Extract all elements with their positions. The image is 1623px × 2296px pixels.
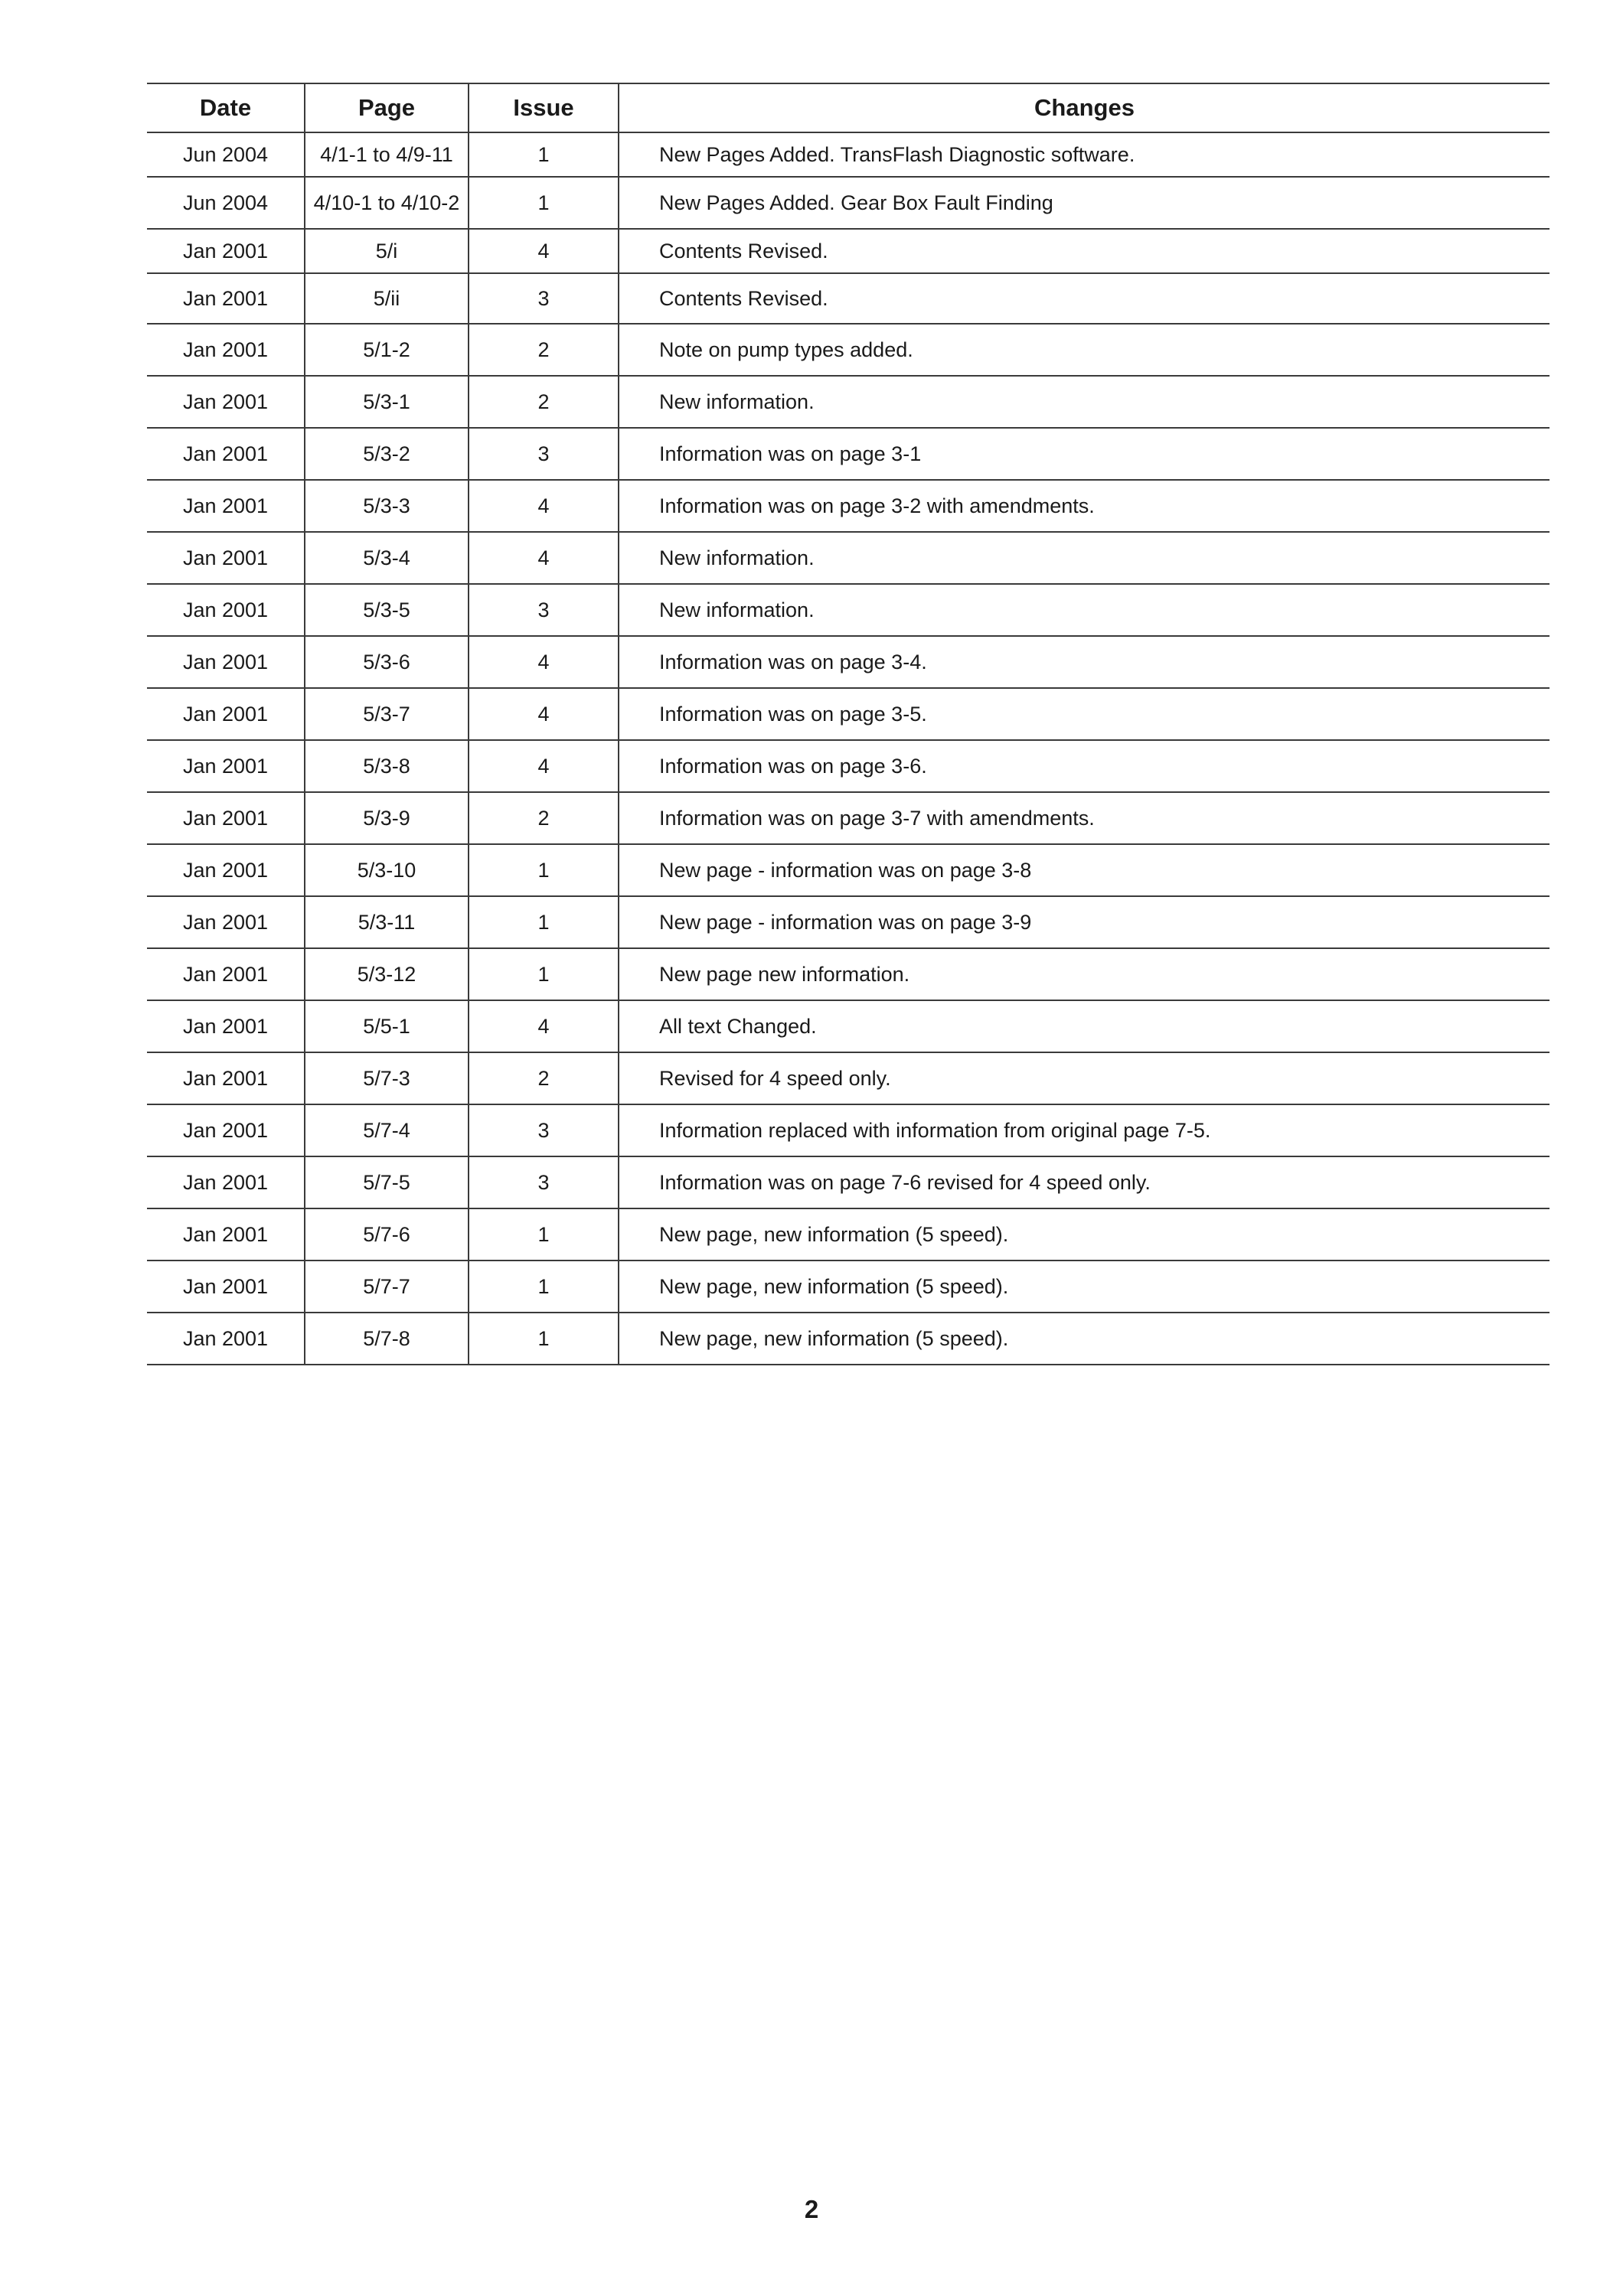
cell-changes: Information replaced with information from original page 7-5. (619, 1104, 1550, 1156)
cell-changes: Note on pump types added. (619, 324, 1550, 376)
cell-page: 5/ii (305, 273, 469, 324)
table-row (147, 1261, 1550, 1313)
cell-date: Jan 2001 (147, 740, 305, 792)
cell-page: 5/7-8 (305, 1313, 469, 1365)
table-row (147, 428, 1550, 480)
header-changes: Changes (619, 83, 1550, 132)
cell-issue: 2 (469, 376, 619, 428)
cell-date: Jan 2001 (147, 584, 305, 636)
cell-issue: 3 (469, 428, 619, 480)
cell-page: 5/7-3 (305, 1052, 469, 1104)
cell-page: 5/i (305, 229, 469, 273)
cell-page: 5/7-4 (305, 1104, 469, 1156)
cell-issue: 4 (469, 532, 619, 584)
table-row (147, 636, 1550, 688)
cell-page: 5/3-9 (305, 792, 469, 844)
header-issue: Issue (469, 83, 619, 132)
revision-table (147, 83, 1550, 1365)
cell-date: Jan 2001 (147, 273, 305, 324)
header-page: Page (305, 83, 469, 132)
cell-issue: 4 (469, 229, 619, 273)
header-date: Date (147, 83, 305, 132)
cell-changes: New information. (619, 532, 1550, 584)
cell-changes: Information was on page 7-6 revised for 4 speed only. (619, 1156, 1550, 1208)
cell-changes: New Pages Added. Gear Box Fault Finding (619, 177, 1550, 229)
cell-issue: 1 (469, 177, 619, 229)
table-row (147, 1104, 1550, 1156)
table-row (147, 948, 1550, 1000)
revision-rows (147, 132, 1550, 1365)
cell-date: Jan 2001 (147, 229, 305, 273)
cell-changes: Information was on page 3-5. (619, 688, 1550, 740)
cell-changes: Information was on page 3-4. (619, 636, 1550, 688)
cell-issue: 4 (469, 1000, 619, 1052)
cell-page: 5/7-7 (305, 1261, 469, 1313)
cell-changes: Information was on page 3-2 with amendments. (619, 480, 1550, 532)
table-row (147, 740, 1550, 792)
cell-date: Jan 2001 (147, 480, 305, 532)
page-number: 2 (804, 2195, 819, 2223)
cell-date: Jan 2001 (147, 428, 305, 480)
cell-issue: 3 (469, 1104, 619, 1156)
cell-changes: Information was on page 3-7 with amendments. (619, 792, 1550, 844)
cell-issue: 1 (469, 1261, 619, 1313)
cell-issue: 4 (469, 740, 619, 792)
cell-date: Jan 2001 (147, 532, 305, 584)
cell-page: 5/3-12 (305, 948, 469, 1000)
cell-issue: 4 (469, 688, 619, 740)
cell-date: Jan 2001 (147, 688, 305, 740)
cell-issue: 2 (469, 792, 619, 844)
table-row (147, 324, 1550, 376)
cell-changes: Contents Revised. (619, 273, 1550, 324)
cell-issue: 1 (469, 1208, 619, 1261)
cell-page: 5/3-1 (305, 376, 469, 428)
cell-changes: New information. (619, 376, 1550, 428)
cell-changes: New page - information was on page 3-8 (619, 844, 1550, 896)
cell-issue: 1 (469, 1313, 619, 1365)
cell-page: 5/3-4 (305, 532, 469, 584)
cell-changes: New page - information was on page 3-9 (619, 896, 1550, 948)
cell-issue: 1 (469, 896, 619, 948)
cell-issue: 1 (469, 948, 619, 1000)
cell-date: Jun 2004 (147, 177, 305, 229)
cell-date: Jan 2001 (147, 1104, 305, 1156)
cell-issue: 3 (469, 1156, 619, 1208)
cell-issue: 3 (469, 584, 619, 636)
cell-date: Jan 2001 (147, 1261, 305, 1313)
cell-date: Jan 2001 (147, 324, 305, 376)
table-row (147, 844, 1550, 896)
cell-date: Jan 2001 (147, 896, 305, 948)
cell-page: 4/1-1 to 4/9-11 (305, 132, 469, 177)
cell-page: 5/3-11 (305, 896, 469, 948)
table-row (147, 1000, 1550, 1052)
cell-date: Jan 2001 (147, 1313, 305, 1365)
table-row (147, 584, 1550, 636)
table-row (147, 1156, 1550, 1208)
cell-page: 5/7-5 (305, 1156, 469, 1208)
table-row (147, 132, 1550, 177)
cell-changes: Contents Revised. (619, 229, 1550, 273)
cell-date: Jan 2001 (147, 1000, 305, 1052)
cell-page: 5/3-6 (305, 636, 469, 688)
cell-issue: 1 (469, 132, 619, 177)
table-row (147, 480, 1550, 532)
cell-page: 5/1-2 (305, 324, 469, 376)
table-header-row (147, 83, 1550, 132)
cell-changes: New Pages Added. TransFlash Diagnostic software. (619, 132, 1550, 177)
table-row (147, 273, 1550, 324)
cell-changes: New page new information. (619, 948, 1550, 1000)
cell-changes: All text Changed. (619, 1000, 1550, 1052)
table-row (147, 792, 1550, 844)
cell-page: 5/3-2 (305, 428, 469, 480)
cell-page: 5/3-5 (305, 584, 469, 636)
table-row (147, 896, 1550, 948)
cell-issue: 2 (469, 324, 619, 376)
cell-date: Jan 2001 (147, 1052, 305, 1104)
table-row (147, 1052, 1550, 1104)
table-row (147, 1313, 1550, 1365)
cell-issue: 2 (469, 1052, 619, 1104)
cell-issue: 1 (469, 844, 619, 896)
cell-page: 5/3-10 (305, 844, 469, 896)
table-row (147, 376, 1550, 428)
cell-page: 5/3-7 (305, 688, 469, 740)
cell-date: Jan 2001 (147, 948, 305, 1000)
cell-changes: Information was on page 3-6. (619, 740, 1550, 792)
cell-changes: New page, new information (5 speed). (619, 1313, 1550, 1365)
table-row (147, 532, 1550, 584)
cell-changes: Revised for 4 speed only. (619, 1052, 1550, 1104)
table-row (147, 1208, 1550, 1261)
cell-issue: 4 (469, 636, 619, 688)
cell-page: 5/3-8 (305, 740, 469, 792)
cell-date: Jan 2001 (147, 1156, 305, 1208)
table-row (147, 177, 1550, 229)
cell-date: Jan 2001 (147, 844, 305, 896)
cell-changes: New page, new information (5 speed). (619, 1208, 1550, 1261)
cell-issue: 3 (469, 273, 619, 324)
cell-page: 5/5-1 (305, 1000, 469, 1052)
cell-date: Jan 2001 (147, 792, 305, 844)
cell-changes: Information was on page 3-1 (619, 428, 1550, 480)
cell-date: Jan 2001 (147, 376, 305, 428)
cell-page: 4/10-1 to 4/10-2 (305, 177, 469, 229)
cell-date: Jan 2001 (147, 1208, 305, 1261)
cell-date: Jun 2004 (147, 132, 305, 177)
table-row (147, 229, 1550, 273)
cell-issue: 4 (469, 480, 619, 532)
cell-page: 5/3-3 (305, 480, 469, 532)
cell-changes: New page, new information (5 speed). (619, 1261, 1550, 1313)
table-row (147, 688, 1550, 740)
cell-date: Jan 2001 (147, 636, 305, 688)
cell-page: 5/7-6 (305, 1208, 469, 1261)
cell-changes: New information. (619, 584, 1550, 636)
